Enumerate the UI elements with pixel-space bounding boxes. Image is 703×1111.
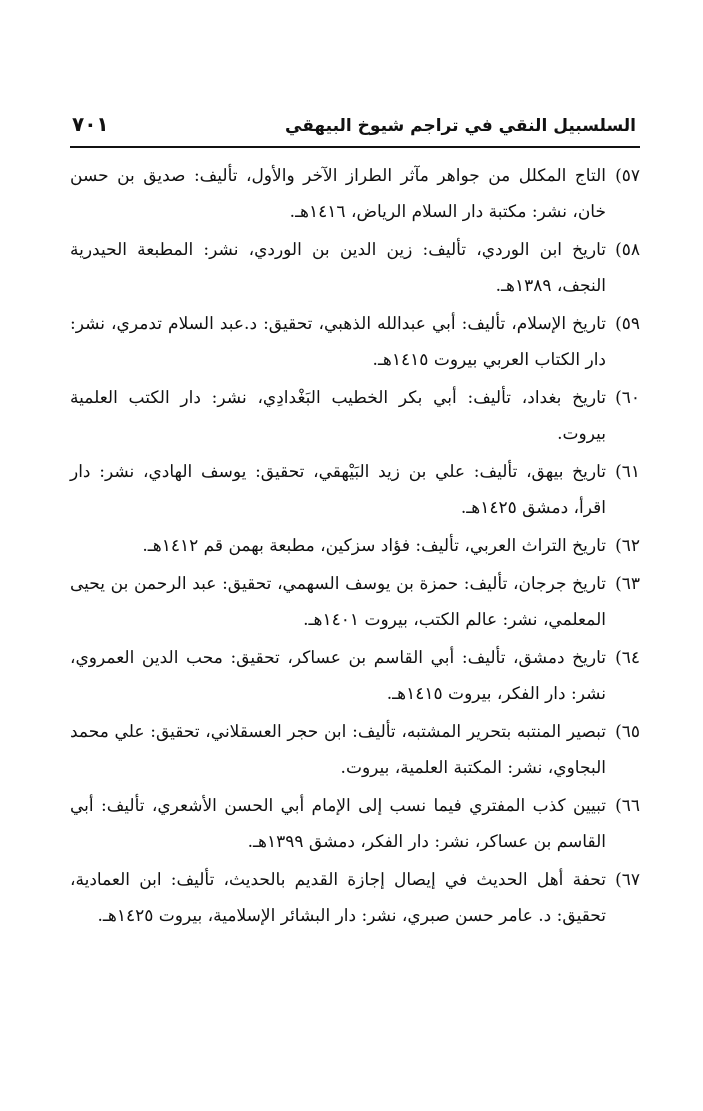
- bibliography-entry: [70, 788, 640, 860]
- bibliography-entry: [70, 232, 640, 304]
- entry-number: ٦٢): [615, 536, 640, 556]
- entry-text: تحفة أهل الحديث في إيصال إجازة القديم بالحديث، تأليف: ابن العمادية، تحقيق: د. عامر حسن صبري، نشر: دار البشائر الإسلامية، بيروت ١٤٢٥هـ.: [70, 870, 606, 926]
- bibliography-list: [70, 158, 640, 936]
- entry-number: ٦٦): [615, 796, 640, 816]
- bibliography-entry: [70, 862, 640, 934]
- header-rule: [70, 146, 640, 148]
- entry-text: تاريخ جرجان، تأليف: حمزة بن يوسف السهمي، تحقيق: عبد الرحمن بن يحيى المعلمي، نشر: عالم الكتب، بيروت ١٤٠١هـ.: [70, 574, 606, 630]
- entry-number: ٥٩): [615, 314, 640, 334]
- entry-text: التاج المكلل من جواهر مآثر الطراز الآخر والأول، تأليف: صديق بن حسن خان، نشر: مكتبة دار السلام الرياض، ١٤١٦هـ.: [70, 166, 606, 222]
- bibliography-entry: [70, 640, 640, 712]
- entry-number: ٦٠): [615, 388, 640, 408]
- entry-number: ٦٣): [615, 574, 640, 594]
- entry-number: ٥٧): [615, 166, 640, 186]
- entry-number: ٦٧): [615, 870, 640, 890]
- bibliography-entry: [70, 158, 640, 230]
- bibliography-entry: [70, 528, 640, 564]
- entry-text: تاريخ الإسلام، تأليف: أبي عبدالله الذهبي، تحقيق: د.عبد السلام تدمري، نشر: دار الكتاب العربي بيروت ١٤١٥هـ.: [70, 314, 606, 370]
- book-page: [70, 110, 640, 926]
- bibliography-entry: [70, 306, 640, 378]
- page-header: [70, 110, 640, 144]
- entry-text: تاريخ التراث العربي، تأليف: فؤاد سزكين، مطبعة بهمن قم ١٤١٢هـ.: [142, 536, 606, 556]
- entry-text: تبيين كذب المفتري فيما نسب إلى الإمام أبي الحسن الأشعري، تأليف: أبي القاسم بن عساكر، نشر: دار الفكر، دمشق ١٣٩٩هـ.: [70, 796, 606, 852]
- entry-text: تاريخ بغداد، تأليف: أبي بكر الخطيب البَغْدادِي، نشر: دار الكتب العلمية بيروت.: [70, 388, 606, 444]
- bibliography-entry: [70, 566, 640, 638]
- entry-number: ٥٨): [615, 240, 640, 260]
- entry-number: ٦١): [615, 462, 640, 482]
- page-number: ٧٠١: [72, 112, 109, 136]
- bibliography-entry: [70, 380, 640, 452]
- entry-text: تاريخ ابن الوردي، تأليف: زين الدين بن الوردي، نشر: المطبعة الحيدرية النجف، ١٣٨٩هـ.: [70, 240, 606, 296]
- entry-text: تبصير المنتبه بتحرير المشتبه، تأليف: ابن حجر العسقلاني، تحقيق: علي محمد البجاوي، نشر: المكتبة العلمية، بيروت.: [70, 722, 606, 778]
- entry-text: تاريخ بيهق، تأليف: علي بن زيد البَيْهقي، تحقيق: يوسف الهادي، نشر: دار اقرأ، دمشق ١٤٢٥هـ.: [70, 462, 606, 518]
- entry-number: ٦٤): [615, 648, 640, 668]
- bibliography-entry: [70, 714, 640, 786]
- entry-text: تاريخ دمشق، تأليف: أبي القاسم بن عساكر، تحقيق: محب الدين العمروي، نشر: دار الفكر، بيروت ١٤١٥هـ.: [70, 648, 606, 704]
- running-title: السلسبيل النقي في تراجم شيوخ البيهقي: [285, 116, 636, 136]
- bibliography-entry: [70, 454, 640, 526]
- entry-number: ٦٥): [615, 722, 640, 742]
